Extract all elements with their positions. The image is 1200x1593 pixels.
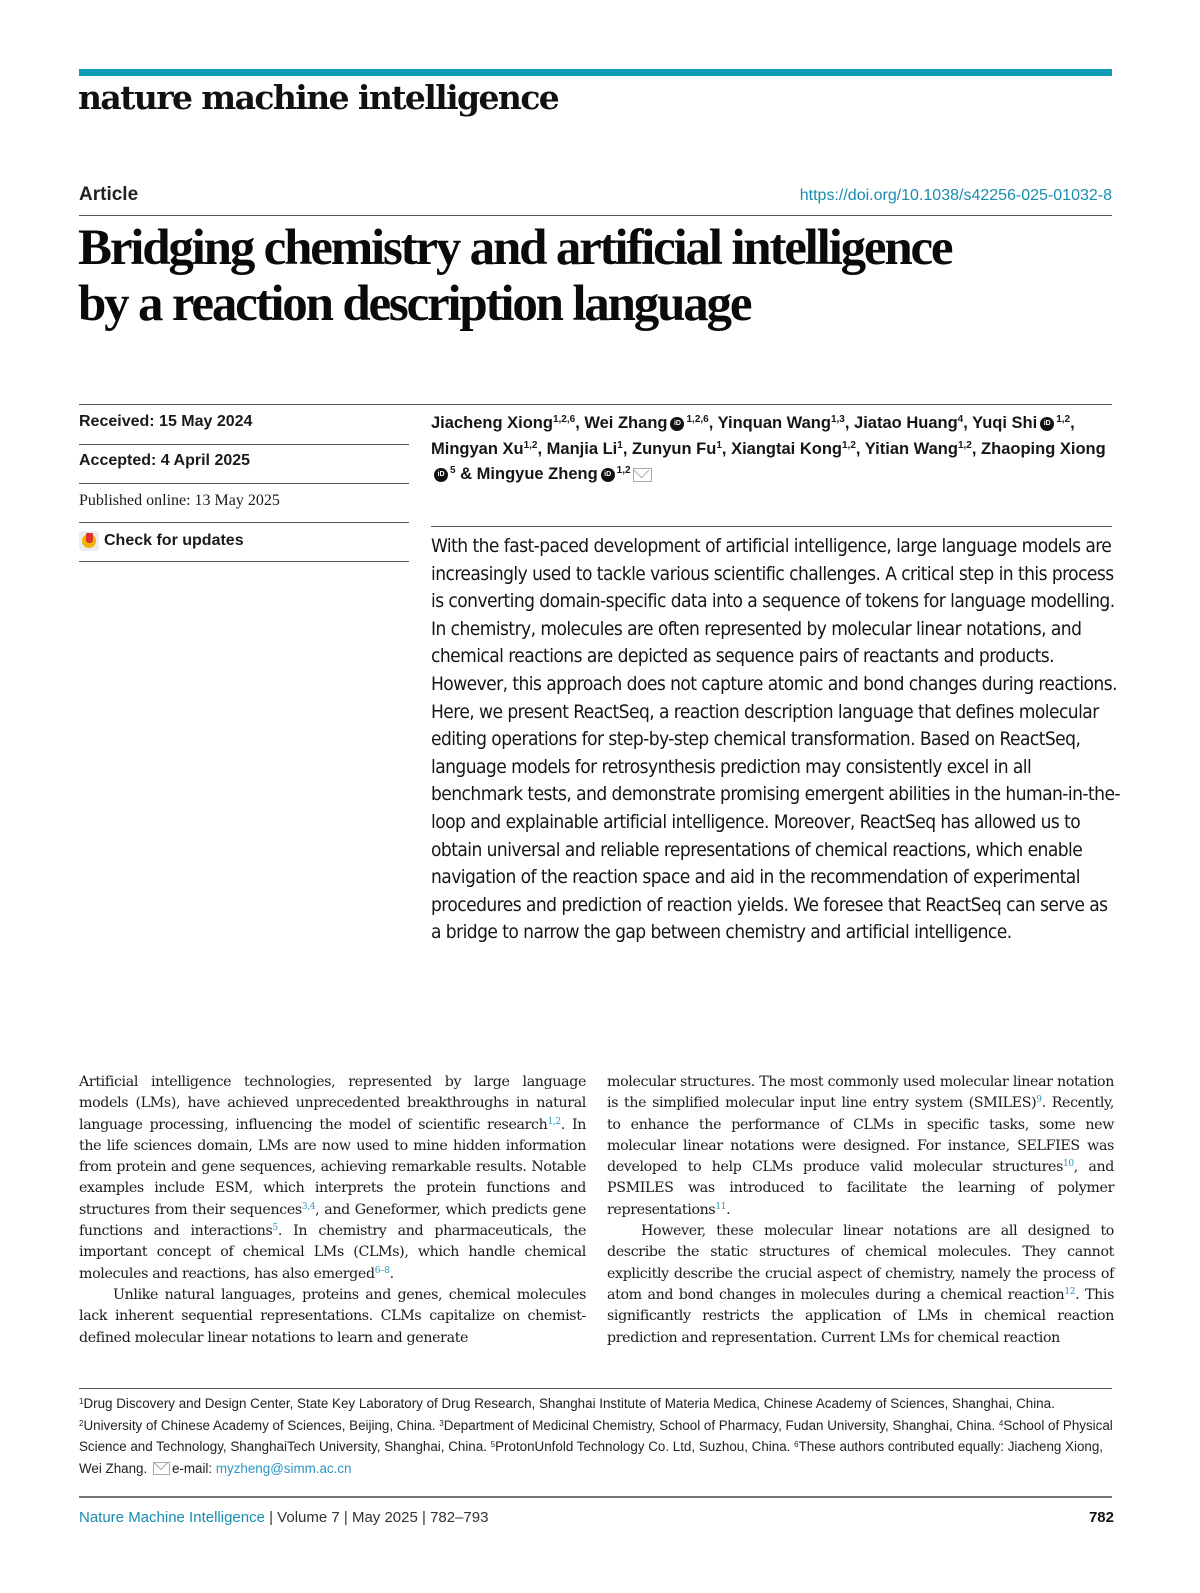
affiliation-text: Drug Discovery and Design Center, State Key Laboratory of Drug Research, Shanghai Institute of Materia Medica, Chinese Academy of Sciences, Shanghai, China. [83, 1396, 1055, 1411]
email-label: e-mail: [171, 1460, 216, 1476]
affiliation-number: 6 [794, 1440, 799, 1449]
body-paragraph: molecular structures. The most commonly used molecular linear notation is the simplified molecular input line entry system (SMILES)$^9$. Recently, to enhance the performance of CLMs in specific tasks, some new molecular linear notations were designed. For instance, SELFIES was developed to help CLMs produce valid molecular structures$^{10}$, and PSMILES was introduced to facilitate the learning of polymer representations$^{11}$. [607, 1074, 1114, 1218]
article-title-line-1: Bridging chemistry and artificial intelligence [78, 220, 952, 276]
author[interactable]: Manjia Li [546, 439, 618, 458]
article-title-line-2: by a reaction description language [78, 276, 751, 332]
meta-divider [79, 483, 409, 484]
footnote-divider [79, 1388, 1112, 1389]
header-divider [79, 215, 1112, 216]
journal-name: nature machine intelligence [78, 78, 559, 117]
affiliation-marker: 1,2 [841, 439, 856, 451]
footer-divider [79, 1496, 1112, 1498]
meta-top-divider [79, 404, 1112, 405]
author[interactable]: Yitian Wang [864, 439, 958, 458]
check-updates-icon [79, 531, 99, 551]
author-list: Jiacheng Xiong$^{1,2,6}$, Wei Zhang iD $^{1,2,6}$, Yinquan Wang$^{1,3}$, Jiatao Huang$^4$, Yuqi Shi iD $^{1,2}$, Mingyan Xu$^{1,2}$, Manjia Li$^1$, Zunyun Fu$^1$, Xiangtai Kong$^{1,2}$, Yitian Wang$^{1,2}$, Zhaoping XiongiD $^5$ & Mingyue Zheng iD $^{1,2}$ [431, 414, 1106, 483]
affiliation-marker: 5 [450, 465, 456, 476]
author[interactable]: Mingyan Xu [431, 439, 524, 458]
affiliation-marker: 1,2 [1056, 414, 1071, 425]
footer-volume-details: | Volume 7 | May 2025 | 782–793 [264, 1509, 489, 1526]
affiliation-number: 3 [439, 1418, 444, 1428]
orcid-icon[interactable]: iD [601, 468, 615, 482]
affiliation-marker: 1 [617, 439, 623, 451]
author[interactable]: Yinquan Wang [717, 414, 831, 432]
meta-divider [79, 561, 409, 562]
affiliation-number: 4 [998, 1418, 1004, 1428]
affiliation-text: University of Chinese Academy of Sciences, Beijing, China. [83, 1417, 440, 1433]
email-icon [153, 1462, 170, 1475]
orcid-icon[interactable]: iD [1040, 417, 1054, 431]
accepted-date: Accepted: 4 April 2025 [79, 452, 251, 469]
author[interactable]: Xiangtai Kong [731, 439, 842, 458]
body-paragraph: Unlike natural languages, proteins and genes, chemical molecules lack inherent sequential representations. CLMs capitalize on chemist-defined molecular linear notations to learn and generate [79, 1286, 586, 1346]
body-column-2 [607, 1072, 1114, 1349]
check-for-updates-button[interactable] [79, 531, 409, 551]
affiliation-marker: 1,2 [616, 465, 631, 476]
orcid-icon[interactable]: iD [434, 468, 448, 482]
affiliation-number: 1 [79, 1397, 84, 1406]
check-for-updates-label: Check for updates [104, 532, 244, 549]
author[interactable]: Jiacheng Xiong [431, 414, 553, 432]
affiliation-number: 5 [490, 1440, 496, 1449]
affiliation-marker: 4 [957, 414, 964, 425]
footer-journal-name[interactable]: Nature Machine Intelligence [79, 1509, 265, 1526]
article-type-label: Article [79, 184, 139, 205]
affiliation-number: 2 [79, 1418, 84, 1428]
body-paragraph: Artificial intelligence technologies, represented by large language models (LMs), have achieved unprecedented breakthroughs in natural language processing, influencing the model of scientific research$^{1,2}$. In the life sciences domain, LMs are now used to mine hidden information from protein and gene sequences, achieving remarkable results. Notable examples include ESM, which interprets the protein functions and structures from their sequences$^{3,4}$, and Geneformer, which predicts gene functions and interactions$^5$. In chemistry and pharmaceuticals, the important concept of chemical LMs (CLMs), which handle chemical molecules and reactions, has also emerged$^{6-8}$. [79, 1074, 586, 1282]
orcid-icon[interactable]: iD [670, 417, 684, 431]
abstract [431, 533, 1121, 947]
affiliation-text: Department of Medicinal Chemistry, School of Pharmacy, Fudan University, Shanghai, China. [443, 1417, 999, 1433]
email-icon[interactable] [633, 468, 652, 482]
affiliation-marker: 1 [716, 439, 722, 451]
author[interactable]: Zhaoping Xiong [981, 439, 1106, 458]
page-number: 782 [1088, 1509, 1114, 1526]
abstract-text: With the fast-paced development of artificial intelligence, large language models are increasingly used to tackle various scientific challenges. A critical step in this process is converting domain-specific data into a sequence of tokens for language modelling. In chemistry, molecules are often represented by molecular linear notations, and chemical reactions are depicted as sequence pairs of reactants and products. However, this approach does not capture atomic and bond changes during reactions. Here, we present ReactSeq, a reaction description language that defines molecular editing operations for step-by-step chemical transformation. Based on ReactSeq, language models for retrosynthesis prediction may consistently excel in all benchmark tests, and demonstrate promising emergent abilities in the human-in-the-loop and explainable artificial intelligence. Moreover, ReactSeq has allowed us to obtain universal and reliable representations of chemical reactions, which enable navigation of the reaction space and aid in the recommendation of experimental procedures and prediction of reaction yields. We foresee that ReactSeq can serve as a bridge to narrow the gap between chemistry and artificial intelligence. [431, 535, 1121, 944]
affiliation-marker: 1,2,6 [552, 414, 576, 425]
affiliation-marker: 1,3 [830, 414, 845, 425]
received-date: Received: 15 May 2024 [79, 413, 253, 430]
corresponding-email-link[interactable]: myzheng@simm.ac.cn [215, 1460, 352, 1476]
doi-link[interactable]: https://doi.org/10.1038/s42256-025-01032-8 [799, 187, 1112, 204]
affiliations-footnote [79, 1393, 1119, 1479]
abstract-divider [431, 526, 1112, 527]
author[interactable]: Yuqi Shi [972, 414, 1038, 432]
author[interactable]: Wei Zhang [584, 414, 668, 432]
affiliation-text: These authors contributed equally: Jiacheng Xiong, Wei Zhang. [79, 1439, 1104, 1476]
meta-divider [79, 444, 409, 445]
body-column-1 [79, 1072, 586, 1349]
journal-brand-bar [79, 69, 1112, 76]
reference-link[interactable]: 1,2 [547, 1116, 561, 1127]
body-paragraph: However, these molecular linear notations are all designed to describe the static structures of chemical molecules. They cannot explicitly describe the crucial aspect of chemistry, namely the process of atom and bond changes in molecules during a chemical reaction$^{12}$. This significantly restricts the application of LMs in chemical reaction prediction and representation. Current LMs for chemical reaction [607, 1223, 1114, 1346]
reference-link[interactable]: 6–8 [374, 1265, 390, 1276]
published-date: Published online: 13 May 2025 [79, 492, 280, 509]
journal-citation [79, 1509, 488, 1526]
affiliation-text: ProtonUnfold Technology Co. Ltd, Suzhou, China. [495, 1439, 795, 1454]
affiliation-marker: 1,2,6 [686, 414, 709, 425]
meta-divider [79, 522, 409, 523]
author[interactable]: Zunyun Fu [632, 439, 717, 458]
author[interactable]: Mingyue Zheng [476, 465, 598, 483]
reference-link[interactable]: 10 [1063, 1159, 1074, 1170]
reference-link[interactable]: 12 [1064, 1286, 1076, 1297]
article-title [78, 220, 1138, 332]
affiliation-marker: 1,2 [957, 439, 972, 451]
reference-link[interactable]: 3,4 [301, 1201, 316, 1212]
reference-link[interactable]: 9 [1036, 1095, 1042, 1106]
reference-link[interactable]: 11 [715, 1201, 727, 1212]
author[interactable]: Jiatao Huang [854, 414, 958, 432]
affiliation-marker: 1,2 [523, 439, 538, 451]
reference-link[interactable]: 5 [272, 1223, 278, 1234]
affiliation-text: School of Physical Science and Technology, ShanghaiTech University, Shanghai, China. [79, 1417, 1113, 1454]
